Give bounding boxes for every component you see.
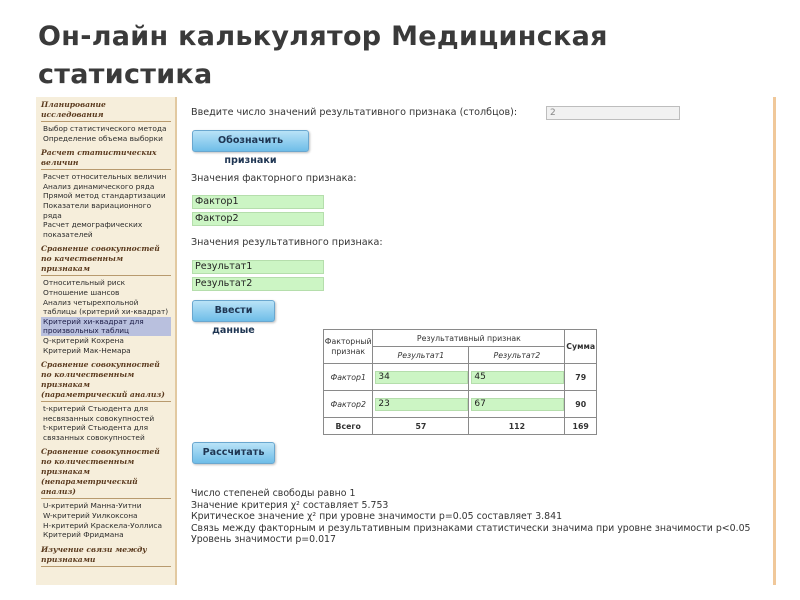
sidebar-item[interactable]: Анализ четырехпольной таблицы (критерий хи-квадрат) bbox=[43, 297, 169, 317]
row-label-cell: Фактор1 bbox=[324, 364, 373, 391]
sum-header-cell: Сумма bbox=[565, 330, 597, 364]
sidebar-heading: Расчет статистических величин bbox=[41, 148, 171, 170]
sidebar-section-nonparametric bbox=[41, 447, 171, 539]
sidebar-item[interactable]: U-критерий Манна-Уитни bbox=[43, 501, 142, 511]
sidebar-heading: Сравнение совокупностей по качественным признакам bbox=[41, 244, 171, 276]
result-header-cell: Результативный признак bbox=[373, 330, 565, 347]
calculate-button[interactable]: Рассчитать bbox=[192, 442, 275, 464]
sidebar-item[interactable]: Прямой метод стандартизации bbox=[43, 191, 166, 201]
factor-name-field[interactable]: Фактор2 bbox=[192, 212, 324, 226]
value-input[interactable]: 45 bbox=[471, 371, 564, 384]
sidebar-item[interactable]: Определение объема выборки bbox=[43, 133, 163, 143]
table-cell bbox=[469, 364, 565, 391]
sidebar-heading: Изучение связи между признаками bbox=[41, 545, 171, 567]
sidebar-item[interactable]: t-критерий Стьюдента для несвязанных совокупностей bbox=[43, 404, 155, 423]
contingency-table bbox=[323, 329, 597, 435]
sidebar-section-parametric bbox=[41, 360, 171, 442]
factor-name-field[interactable]: Фактор1 bbox=[192, 195, 324, 209]
factor-header-cell: Факторный признак bbox=[324, 330, 373, 364]
p-value-text: Уровень значимости p=0.017 bbox=[191, 534, 336, 546]
table-cell bbox=[373, 364, 469, 391]
calculator-main bbox=[188, 97, 768, 585]
results-output bbox=[191, 488, 751, 546]
enter-data-button[interactable]: Ввести данные bbox=[192, 300, 275, 322]
grand-total-cell: 169 bbox=[565, 418, 597, 435]
columns-count-input[interactable]: 2 bbox=[546, 106, 680, 120]
row-label-cell: Фактор2 bbox=[324, 391, 373, 418]
sidebar-item[interactable]: H-критерий Краскела-Уоллиса bbox=[43, 520, 163, 530]
sidebar-item[interactable]: t-критерий Стьюдента для связанных совокупностей bbox=[43, 423, 149, 442]
value-input[interactable]: 34 bbox=[375, 371, 468, 384]
value-input[interactable]: 23 bbox=[375, 398, 468, 411]
result-column-header: Результат2 bbox=[469, 347, 565, 364]
sidebar-item[interactable]: Отношение шансов bbox=[43, 287, 120, 297]
sidebar-item[interactable]: W-критерий Уилкоксона bbox=[43, 511, 138, 521]
slide-title: Он-лайн калькулятор Медицинская статистика bbox=[38, 21, 608, 90]
sidebar-section-correlation bbox=[41, 545, 171, 567]
sidebar-section-qualitative bbox=[41, 244, 171, 355]
sidebar-heading: Планирование исследования bbox=[41, 100, 171, 122]
table-cell bbox=[469, 391, 565, 418]
result-name-field[interactable]: Результат2 bbox=[192, 277, 324, 291]
sidebar-item[interactable]: Выбор статистического метода bbox=[43, 124, 167, 133]
sidebar-menu bbox=[36, 97, 177, 585]
calculator-screenshot bbox=[36, 97, 776, 585]
sidebar-heading: Сравнение совокупностей по количественным признакам (непараметрический анализ) bbox=[41, 447, 171, 499]
sidebar-item[interactable]: Расчет относительных величин bbox=[43, 172, 167, 182]
result-values-label: Значения результативного признака: bbox=[191, 237, 383, 248]
sidebar-item-active[interactable]: Критерий хи-квадрат для произвольных таблиц bbox=[41, 317, 171, 336]
sidebar-item[interactable]: Анализ динамического ряда bbox=[43, 181, 155, 191]
columns-count-label: Введите число значений результативного признака (столбцов): bbox=[191, 107, 518, 118]
factor-values-label: Значения факторного признака: bbox=[191, 173, 357, 184]
critical-value-text: Критическое значение χ² при уровне значимости p=0.05 составляет 3.841 bbox=[191, 511, 563, 523]
result-column-header: Результат1 bbox=[373, 347, 469, 364]
column-total-cell: 112 bbox=[469, 418, 565, 435]
sidebar-item[interactable]: Показатели вариационного ряда bbox=[43, 200, 152, 220]
row-sum-cell: 79 bbox=[565, 364, 597, 391]
sidebar-section-values bbox=[41, 148, 171, 239]
sidebar-item[interactable]: Критерий Фридмана bbox=[43, 530, 124, 540]
column-total-cell: 57 bbox=[373, 418, 469, 435]
sidebar-item[interactable]: Q-критерий Кохрена bbox=[43, 335, 124, 345]
sidebar-item[interactable]: Относительный риск bbox=[43, 278, 126, 288]
table-cell bbox=[373, 391, 469, 418]
significance-conclusion-text: Связь между факторным и результативным признаками статистически значима при уровне значимости p<0.05 bbox=[191, 522, 751, 534]
degrees-of-freedom-text: Число степеней свободы равно 1 bbox=[191, 488, 356, 499]
value-input[interactable]: 67 bbox=[471, 398, 564, 411]
row-sum-cell: 90 bbox=[565, 391, 597, 418]
mark-features-button[interactable]: Обозначить признаки bbox=[192, 130, 309, 152]
total-label-cell: Всего bbox=[324, 418, 373, 435]
result-name-field[interactable]: Результат1 bbox=[192, 260, 324, 274]
sidebar-item[interactable]: Критерий Мак-Немара bbox=[43, 345, 131, 355]
sidebar-section-planning bbox=[41, 100, 171, 143]
chi-square-value-text: Значение критерия χ² составляет 5.753 bbox=[191, 499, 389, 511]
screen-border bbox=[773, 97, 776, 585]
sidebar-item[interactable]: Расчет демографических показателей bbox=[43, 220, 143, 239]
sidebar-heading: Сравнение совокупностей по количественным признакам (параметрический анализ) bbox=[41, 360, 171, 402]
